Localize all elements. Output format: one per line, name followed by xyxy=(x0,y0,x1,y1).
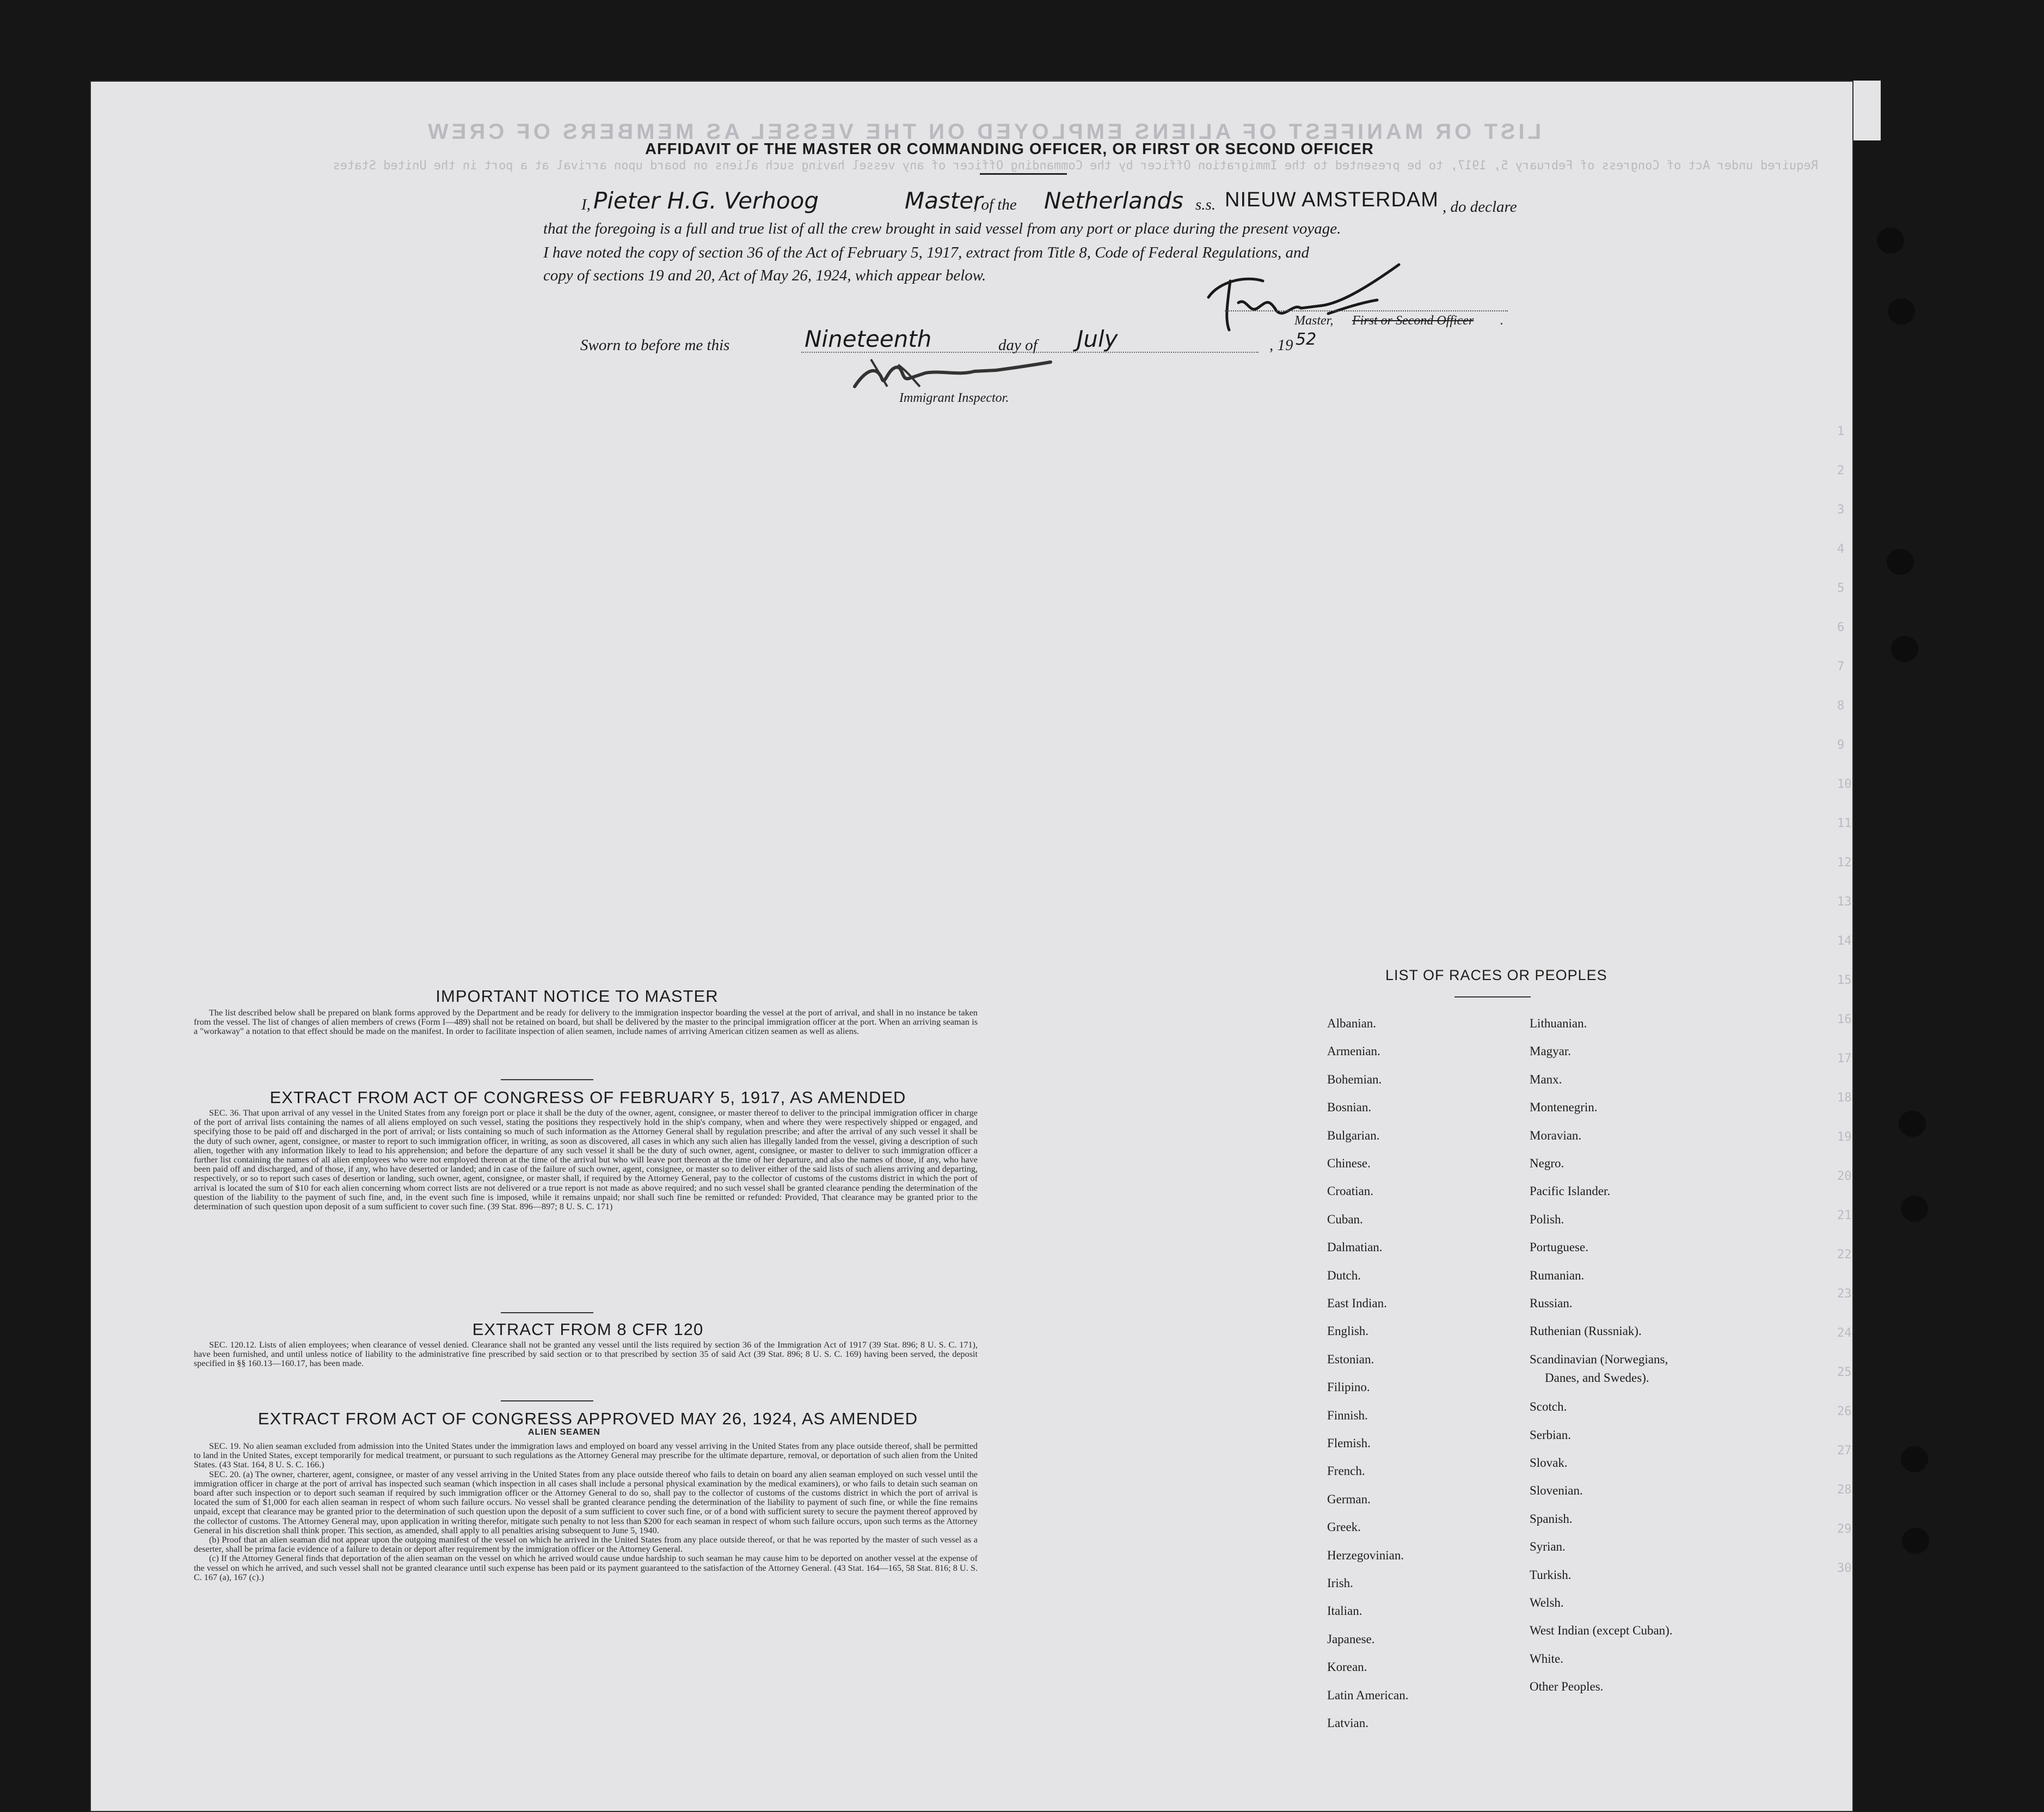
race-item: Scotch. xyxy=(1530,1400,1567,1414)
bleedthrough-row-number: 10 xyxy=(1837,778,1852,791)
bleedthrough-row-number: 25 xyxy=(1837,1366,1852,1379)
race-item: Montenegrin. xyxy=(1530,1100,1598,1115)
bleedthrough-row-number: 22 xyxy=(1837,1248,1852,1262)
race-item: Negro. xyxy=(1530,1156,1564,1170)
race-item: Magyar. xyxy=(1530,1044,1572,1058)
bleedthrough-row-number: 26 xyxy=(1837,1405,1852,1418)
race-item: Greek. xyxy=(1327,1520,1361,1534)
bleedthrough-row-number: 18 xyxy=(1837,1091,1852,1105)
inspector-label: Immigrant Inspector. xyxy=(899,391,1009,405)
race-item: Portuguese. xyxy=(1530,1240,1588,1254)
race-item: Lithuanian. xyxy=(1530,1017,1587,1030)
signature-period: . xyxy=(1500,314,1503,328)
race-item: Turkish. xyxy=(1530,1568,1572,1582)
extract-1924-paragraph: (b) Proof that an alien seaman did not appear upon the outgoing manifest of the vessel on which he arrived in the United States from any place outside thereof, or that he was reported by the master of such vessel as a deserter, shall be prima facie evidence of a failure to detain or deport after requirement by the immigration officer or the Attorney General. xyxy=(194,1535,978,1554)
bleedthrough-header: LIST OR MANIFEST OF ALIENS EMPLOYED ON THE VESSEL AS MEMBERS OF CREW xyxy=(425,120,1542,144)
master-signature-label: Master, xyxy=(1294,314,1334,328)
race-item: Albanian. xyxy=(1327,1017,1377,1030)
bleedthrough-row-number: 17 xyxy=(1837,1052,1852,1066)
inspector-signature xyxy=(849,348,1056,397)
sworn-day: Nineteenth xyxy=(805,326,932,352)
bleedthrough-row-number: 23 xyxy=(1837,1287,1852,1301)
bleedthrough-row-number: 16 xyxy=(1837,1013,1852,1026)
race-item: Croatian. xyxy=(1327,1184,1373,1198)
race-item: Irish. xyxy=(1327,1576,1353,1590)
race-item: Scandinavian (Norwegians, xyxy=(1530,1352,1668,1366)
extract-cfr-rule xyxy=(501,1400,593,1401)
bleedthrough-row-number: 5 xyxy=(1837,581,1845,595)
do-declare-text: , do declare xyxy=(1443,198,1517,216)
race-item: Welsh. xyxy=(1530,1596,1564,1609)
race-item: Russian. xyxy=(1530,1296,1573,1310)
bleedthrough-row-number: 12 xyxy=(1837,856,1852,870)
race-item: White. xyxy=(1530,1651,1563,1666)
race-item: English. xyxy=(1327,1324,1369,1338)
race-item: Dalmatian. xyxy=(1327,1240,1383,1254)
day-of-text: day of xyxy=(998,336,1038,354)
extract-1917-title: EXTRACT FROM ACT OF CONGRESS OF FEBRUARY 5, 1917, AS AMENDED xyxy=(269,1088,906,1107)
bleedthrough-row-number: 19 xyxy=(1837,1130,1852,1144)
race-item: Japanese. xyxy=(1327,1632,1375,1646)
extract-1924-paragraph: SEC. 20. (a) The owner, charterer, agent, consignee, or master of any vessel arriving in the United States from any place outside thereof who fails to detain on board any alien seaman employed on such vessel until the immigration officer in charge at the port of arrival has inspected such seaman (which inspection in all cases shall include a personal physical examination by the medical examiners), or who fails to detain such seaman on board after such inspection or to deport such seaman if required by such immigration officer or the Attorney General to do so, shall pay to the collector of customs of the customs district in which the port of arrival is located the sum of $1,000 for each alien seaman in respect of whom such failure occurs. No vessel shall be granted clearance pending the determination of the liability to payment of such fine, or while the fine remains unpaid, except that clearance may be granted prior to the determination of such question upon the deposit of a sum sufficient to cover such fine, or of a bond with sufficient surety to secure the payment thereof approved by the collector of customs. The Attorney General may, upon application in writing therefor, mitigate such penalty to not less than $200 for each seaman in respect of whom such failure occurs, upon such terms as the Attorney General in his discretion shall think proper. This section, as amended, shall apply to all penalties arising subsequent to June 5, 1940. xyxy=(194,1469,978,1535)
extract-1917-rule xyxy=(501,1312,593,1313)
bleedthrough-row-number: 29 xyxy=(1837,1522,1852,1536)
bleedthrough-row-number: 3 xyxy=(1837,503,1845,517)
affidavit-line-2: that the foregoing is a full and true list of all the crew brought in said vessel from any port or place during the present voyage. xyxy=(543,220,1341,237)
bleedthrough-row-number: 28 xyxy=(1837,1483,1852,1497)
race-item: German. xyxy=(1327,1492,1371,1506)
binder-hole xyxy=(1902,1528,1929,1554)
race-item: West Indian (except Cuban). xyxy=(1530,1624,1673,1638)
affidavit-line-3: I have noted the copy of section 36 of the Act of February 5, 1917, extract from Title 8, Code of Federal Regulations, and xyxy=(543,244,1310,261)
extract-cfr-body xyxy=(194,1340,978,1369)
binder-hole xyxy=(1887,549,1914,575)
race-item: Danes, and Swedes). xyxy=(1545,1370,1649,1385)
race-item: Bohemian. xyxy=(1327,1072,1382,1086)
bleedthrough-row-number: 27 xyxy=(1837,1444,1852,1458)
master-rank: Master xyxy=(905,187,983,214)
bleedthrough-row-number: 15 xyxy=(1837,974,1852,987)
race-item: Ruthenian (Russniak). xyxy=(1530,1324,1642,1338)
vessel-name: NIEUW AMSTERDAM xyxy=(1225,188,1439,211)
extract-1917-text: SEC. 36. That upon arrival of any vessel in the United States from any foreign port or place it shall be the duty of the owner, agent, consignee, or master thereof to deliver to the principal immigration officer in charge of the port of arrival lists containing the names of all aliens employed on such vessel, stating the positions they respectively hold in the ship's company, when and where they were respectively shipped or engaged, and specifying those to be paid off and discharged in the port of arrival; or lists containing so much of such information as the Attorney General shall by regulation prescribe; and after the arrival of any such vessel it shall be the duty of such owner, agent, consignee, or master to report to such immigration officer, in writing, as soon as discovered, all cases in which any such alien has illegally landed from the vessel, giving a description of such alien, together with any information likely to lead to his apprehension; and before the departure of any such vessel it shall be the duty of such owner, agent, consignee, or master to deliver to such immigration officer a further list containing the names of all alien employees who were not employed thereon at the time of the arrival but who will leave port thereon at the time of her departure, and also the names of those, if any, who have been paid off and discharged, and of those, if any, who have deserted or landed; and in case of the failure of such owner, agent, consignee, or master so to deliver either of the said lists of such aliens arriving and departing, respectively, or so to report such cases of desertion or landing, such owner, agent, consignee, or master shall, if required by the Attorney General, pay to the collector of customs of the customs district in which the port of arrival is located the sum of $10 for each alien concerning whom correct lists are not delivered or a true report is not made as above required; and no such vessel shall be granted clearance pending the determination of the question of the liability to the payment of such fine, and, in the event such fine is imposed, while it remains unpaid; nor shall such fine be remitted or refunded: Provided, That clearance may be granted prior to the determination of such question upon deposit of a sum sufficient to cover such fine. (39 Stat. 896—897; 8 U. S. C. 171) xyxy=(194,1108,978,1212)
sworn-month: July xyxy=(1077,326,1118,352)
race-item: Serbian. xyxy=(1530,1428,1572,1442)
race-item: Estonian. xyxy=(1327,1352,1374,1366)
officer-label-struck: First or Second Officer xyxy=(1352,314,1474,328)
bleedthrough-row-number: 9 xyxy=(1837,738,1845,752)
race-item: Moravian. xyxy=(1530,1128,1582,1142)
extract-cfr-title: EXTRACT FROM 8 CFR 120 xyxy=(472,1320,704,1339)
year-prefix: , 19 xyxy=(1269,336,1293,354)
sworn-text: Sworn to before me this xyxy=(580,336,730,354)
race-item: Slovak. xyxy=(1530,1456,1568,1470)
notice-text: The list described below shall be prepared on blank forms approved by the Department and be ready for delivery to the immigration inspector boarding the vessel at the port of arrival, and shall in no instance be taken from the vessel. The list of changes of alien members of crews (Form I—489) shall not be retained on board, but shall be delivered by the master to the principal immigration officer at the port. When an arriving seaman is a "workaway" a notation to that effect should be made on the manifest. In order to facilitate inspection of alien seamen, include names of arriving American citizen seamen as well as aliens. xyxy=(194,1008,978,1037)
race-item: Korean. xyxy=(1327,1660,1367,1674)
nationality: Netherlands xyxy=(1044,187,1184,214)
affidavit-title: AFFIDAVIT OF THE MASTER OR COMMANDING OFFICER, OR FIRST OR SECOND OFFICER xyxy=(645,140,1374,158)
bleedthrough-row-number: 7 xyxy=(1837,660,1845,674)
race-item: Armenian. xyxy=(1327,1044,1380,1058)
notice-body xyxy=(194,1008,978,1037)
race-item: Spanish. xyxy=(1530,1511,1573,1526)
bleedthrough-row-number: 21 xyxy=(1837,1209,1852,1222)
race-item: Bulgarian. xyxy=(1327,1128,1380,1142)
race-item: Latin American. xyxy=(1327,1688,1409,1702)
race-item: Herzegovinian. xyxy=(1327,1548,1404,1562)
race-item: Pacific Islander. xyxy=(1530,1184,1611,1198)
binder-hole xyxy=(1899,1111,1926,1137)
affidavit-i: I, xyxy=(581,196,591,213)
extract-1924-title: EXTRACT FROM ACT OF CONGRESS APPROVED MAY 26, 1924, AS AMENDED xyxy=(257,1409,918,1428)
bleedthrough-row-number: 4 xyxy=(1837,542,1845,556)
notice-title: IMPORTANT NOTICE TO MASTER xyxy=(435,987,719,1006)
race-item: Latvian. xyxy=(1327,1716,1368,1730)
binder-hole xyxy=(1877,228,1904,254)
race-item: Finnish. xyxy=(1327,1408,1368,1422)
extract-1917-body xyxy=(194,1109,978,1211)
affidavit-line-4: copy of sections 19 and 20, Act of May 26, 1924, which appear below. xyxy=(543,267,986,284)
extract-1924-paragraph: SEC. 19. No alien seaman excluded from admission into the United States under the immigration laws and employed on board any vessel arriving in the United States from any place outside thereof, shall be permitted to land in the United States, except temporarily for medical treatment, or pursuant to such regulations as the Attorney General may prescribe for the ultimate departure, removal, or deportation of such alien from the United States. (43 Stat. 164, 8 U. S. C. 166.) xyxy=(194,1441,978,1470)
bleedthrough-subheader: Required under Act of Congress of February 5, 1917, to be presented to the Immigration Officer by the Commanding Officer of any vessel having such aliens on board upon arrival at a port in the United States xyxy=(333,159,1818,173)
extract-1924-paragraph: (c) If the Attorney General finds that deportation of the alien seaman on the vessel on which he arrived would cause undue hardship to such seaman he may cause him to be deported on another vessel at the expense of the vessel on which he arrived, and such vessel shall not be granted clearance until such expense has been paid or its payment guaranteed to the satisfaction of the Attorney General. (43 Stat. 164—165, 58 Stat. 816; 8 U. S. C. 167 (a), 167 (c).) xyxy=(194,1553,978,1582)
of-the-text: , of the xyxy=(973,196,1017,213)
race-item: Manx. xyxy=(1530,1072,1562,1086)
ss-text: s.s. xyxy=(1195,196,1216,213)
race-item: French. xyxy=(1327,1464,1365,1478)
bleedthrough-row-number: 13 xyxy=(1837,895,1852,909)
race-item: Filipino. xyxy=(1327,1380,1370,1394)
title-rule xyxy=(980,173,1067,175)
extract-1924-subtitle: ALIEN SEAMEN xyxy=(528,1428,600,1437)
bleedthrough-row-number: 1 xyxy=(1837,425,1845,438)
notice-rule xyxy=(501,1079,593,1080)
master-name: Pieter H.G. Verhoog xyxy=(593,187,819,214)
bleedthrough-row-number: 2 xyxy=(1837,464,1845,478)
extract-cfr-text: SEC. 120.12. Lists of alien employees; when clearance of vessel denied. Clearance shall not be granted any vessel until the lists required by section 36 of the Immigration Act of 1917 (39 Stat. 896; 8 U. S. C. 171), have been furnished, and until unless notice of liability to the administrative fine prescribed by said section or to that prescribed by section 35 of said Act (39 Stat. 896; 8 U. S. C. 169) having been served, the deposit specified in §§ 160.13—160.17, has been made. xyxy=(194,1340,978,1369)
race-item: Italian. xyxy=(1327,1604,1362,1618)
bleedthrough-row-number: 14 xyxy=(1837,934,1852,948)
race-item: Flemish. xyxy=(1327,1436,1371,1450)
bleedthrough-row-number: 30 xyxy=(1837,1562,1852,1575)
bleedthrough-row-number: 11 xyxy=(1837,817,1852,830)
binder-hole xyxy=(1891,636,1918,662)
race-item: Polish. xyxy=(1530,1212,1564,1226)
race-item: Chinese. xyxy=(1327,1156,1371,1170)
bleedthrough-row-number: 24 xyxy=(1837,1326,1852,1340)
binder-hole xyxy=(1901,1196,1928,1222)
race-item: Cuban. xyxy=(1327,1212,1363,1226)
year-suffix: 52 xyxy=(1296,330,1317,349)
race-item: Other Peoples. xyxy=(1530,1680,1604,1694)
binder-hole xyxy=(1888,298,1915,325)
races-title: LIST OF RACES OR PEOPLES xyxy=(1385,967,1607,983)
race-item: East Indian. xyxy=(1327,1296,1387,1310)
race-item: Bosnian. xyxy=(1327,1100,1372,1115)
race-item: Dutch. xyxy=(1327,1268,1361,1282)
bleedthrough-row-number: 20 xyxy=(1837,1170,1852,1183)
race-item: Syrian. xyxy=(1530,1540,1566,1554)
race-item: Rumanian. xyxy=(1530,1268,1585,1282)
binder-hole xyxy=(1901,1446,1928,1472)
bleedthrough-row-number: 6 xyxy=(1837,621,1845,634)
signature-line xyxy=(1225,310,1508,311)
race-item: Slovenian. xyxy=(1530,1484,1583,1498)
page-tab xyxy=(1853,81,1881,140)
bleedthrough-row-number: 8 xyxy=(1837,699,1845,713)
extract-1924-body xyxy=(194,1442,978,1582)
races-rule xyxy=(1454,996,1531,997)
